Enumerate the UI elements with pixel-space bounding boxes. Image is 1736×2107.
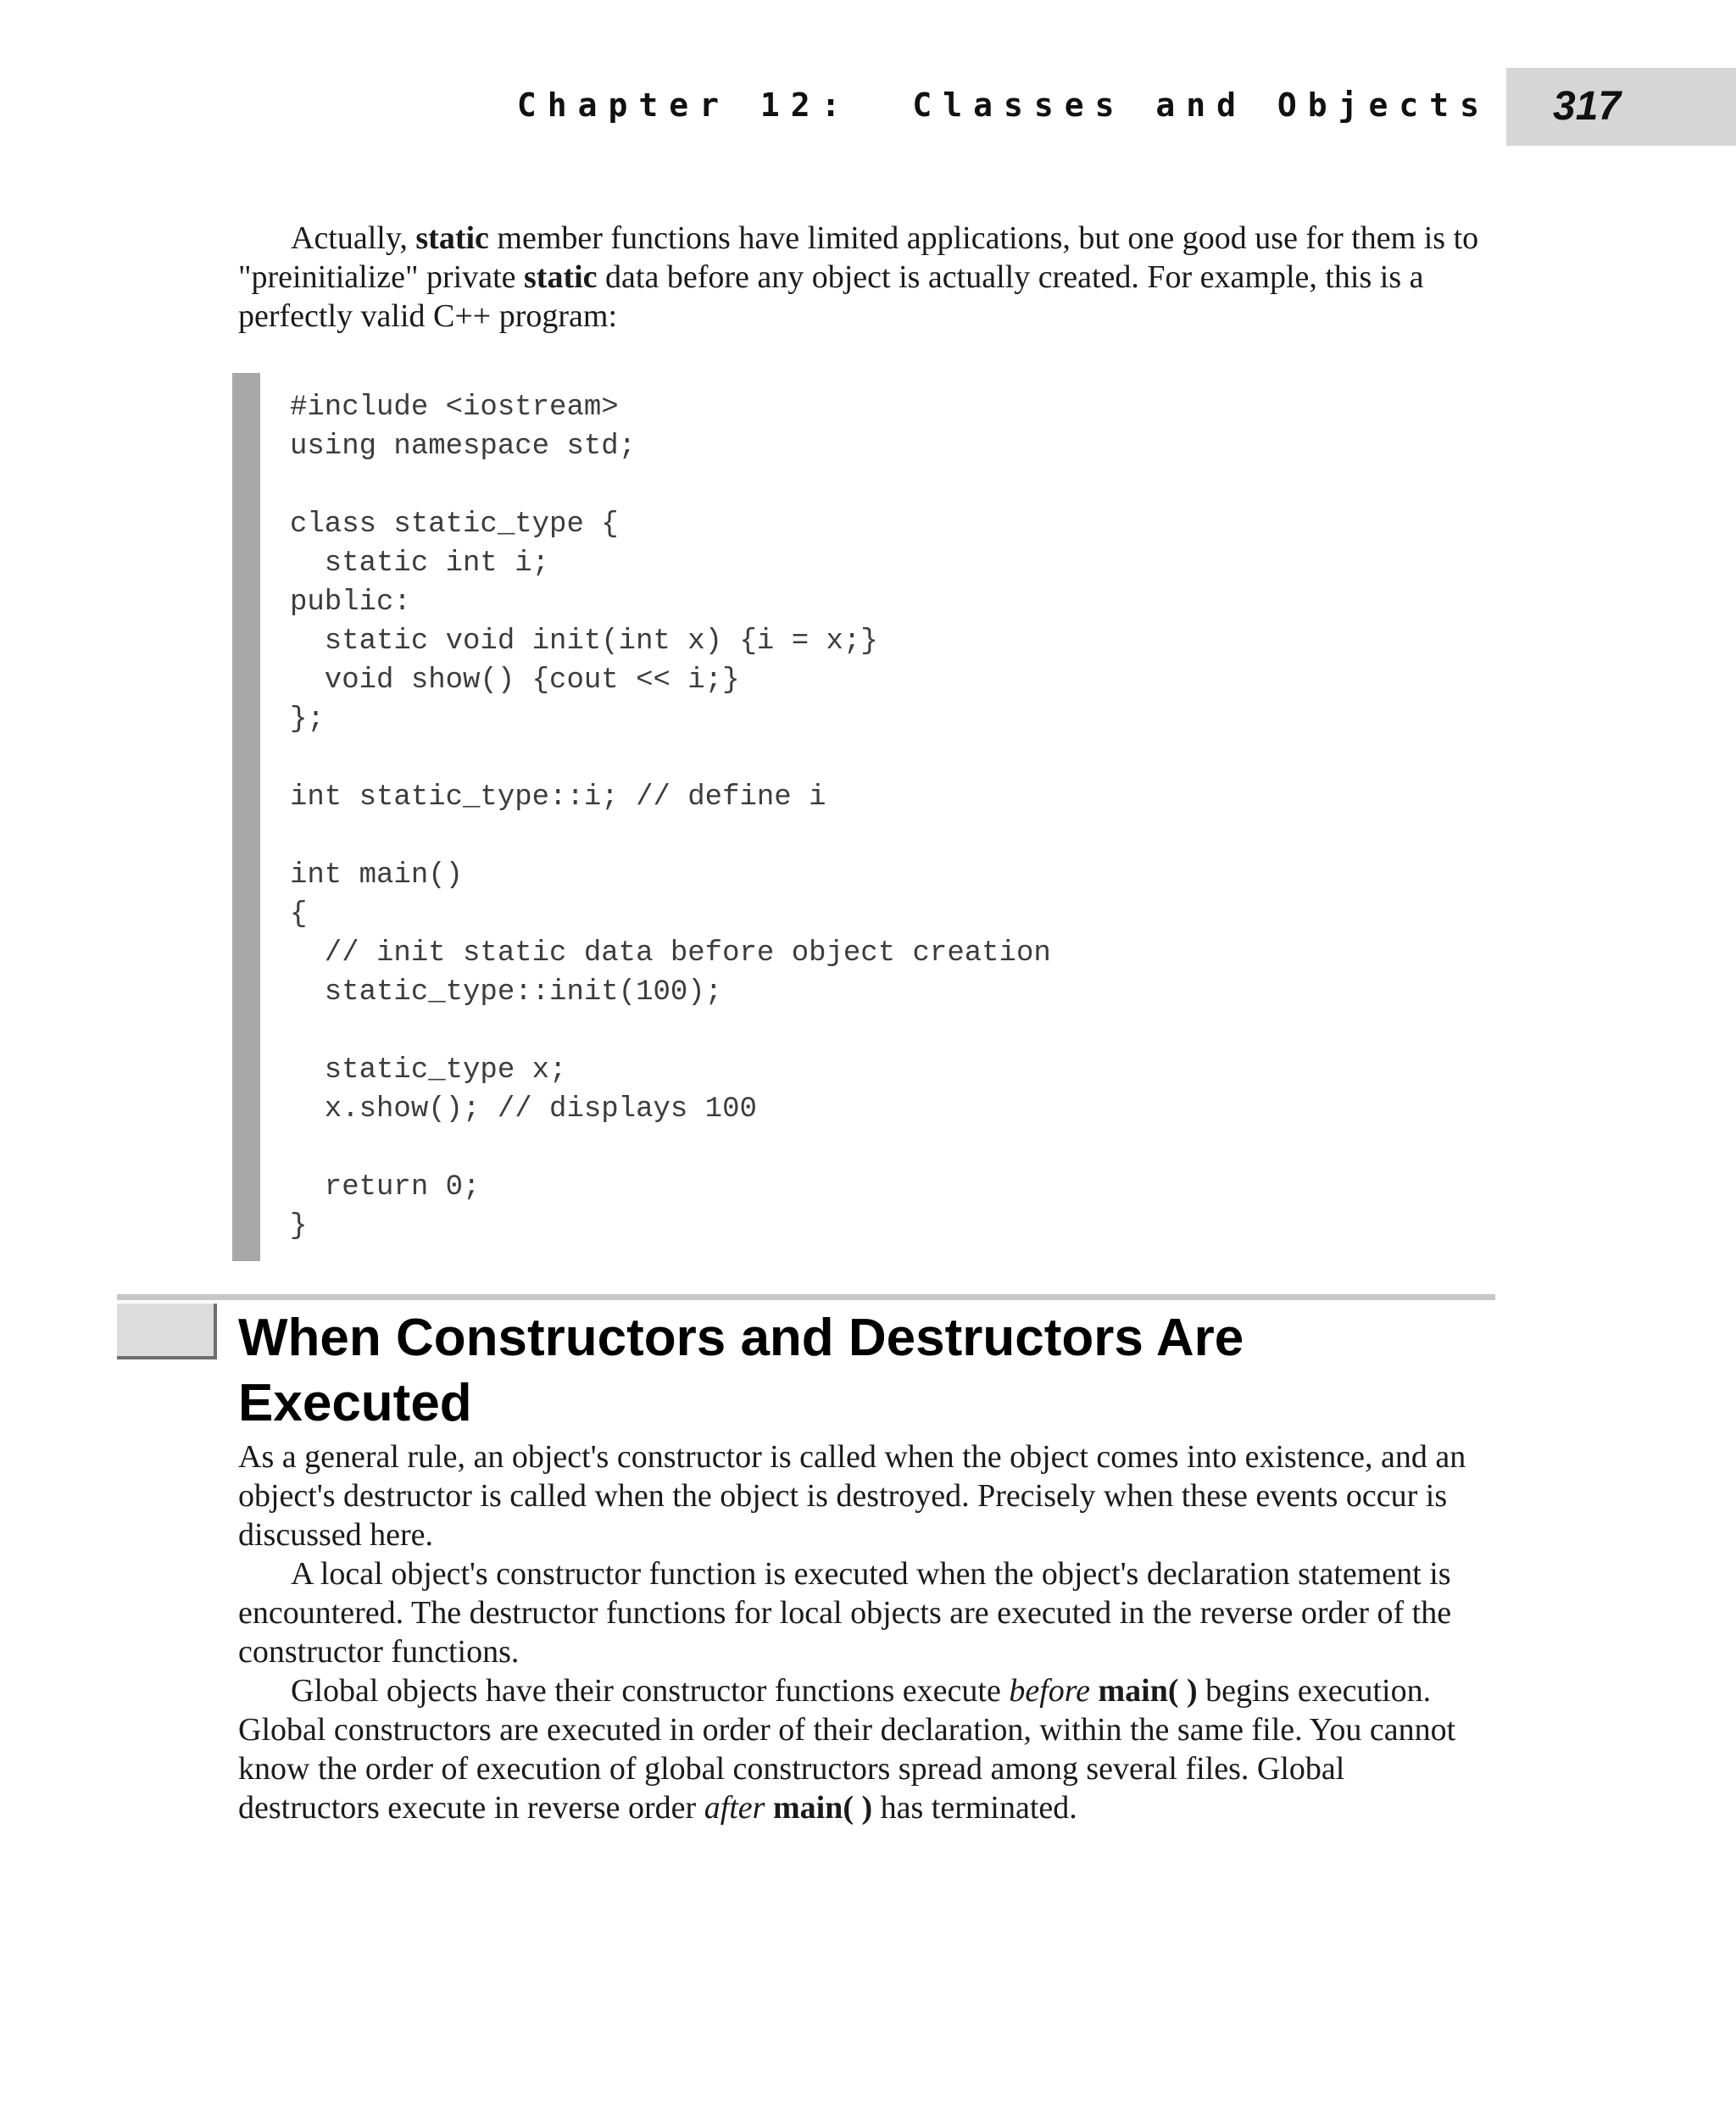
code-line: return 0; <box>290 1171 481 1204</box>
code-line: int main() <box>290 859 464 892</box>
code-line: }; <box>290 703 325 736</box>
code-line: static_type x; <box>290 1054 567 1087</box>
code-line <box>290 817 1051 856</box>
section-body <box>238 1437 1484 1827</box>
code-line: int static_type::i; // define i <box>290 781 826 814</box>
section-paragraph-1: As a general rule, an object's constructor is called when the object comes into existence, and an object's destructor is called when the object is destroyed. Precisely when these events occur is discussed here. <box>238 1439 1466 1553</box>
code-line: class static_type { <box>290 509 619 541</box>
code-block-bar <box>232 373 260 1261</box>
running-header: Chapter 12: Classes and Objects <box>516 86 1490 124</box>
code-line: // init static data before object creation <box>290 937 1051 970</box>
code-line: void show() {cout << i;} <box>290 664 740 697</box>
section-heading <box>238 1305 1493 1436</box>
section-rule <box>117 1294 1495 1300</box>
intro-text <box>238 219 1484 336</box>
code-listing <box>290 388 1051 1246</box>
code-line: static void init(int x) {i = x;} <box>290 625 878 658</box>
code-line <box>290 1129 1051 1168</box>
section-paragraph-3: Global objects have their constructor functions execute before main( ) begins execution. Global constructors are executed in order of their declaration, within the same file. You cannot know the order of execution of global constructors spread among several files. Global destructors execute in reverse order after main( ) has terminated. <box>238 1673 1456 1826</box>
page-number-tab <box>1506 68 1736 146</box>
code-line <box>290 1012 1051 1051</box>
code-line: public: <box>290 587 411 619</box>
code-line: using namespace std; <box>290 431 637 463</box>
code-line: { <box>290 898 308 931</box>
intro-paragraph: Actually, static member functions have limited applications, but one good use for them is to "preinitialize" private static data before any object is actually created. For example, this is a perfectly valid C++ program: <box>238 220 1479 334</box>
section-heading-line1: When Constructors and Destructors Are <box>238 1309 1244 1367</box>
page-number: 317 <box>1553 84 1622 129</box>
section-paragraph-2: A local object's constructor function is executed when the object's declaration statement is encountered. The destructor functions for local objects are executed in the reverse order of the constructor functions. <box>238 1556 1452 1670</box>
code-line: x.show(); // displays 100 <box>290 1093 757 1126</box>
code-line: static int i; <box>290 548 550 580</box>
code-line <box>290 466 1051 505</box>
section-heading-line2: Executed <box>238 1374 472 1432</box>
code-line: #include <iostream> <box>290 392 619 424</box>
code-line: } <box>290 1210 308 1243</box>
code-line: static_type::init(100); <box>290 976 723 1009</box>
section-marker <box>117 1304 217 1359</box>
code-line <box>290 739 1051 778</box>
